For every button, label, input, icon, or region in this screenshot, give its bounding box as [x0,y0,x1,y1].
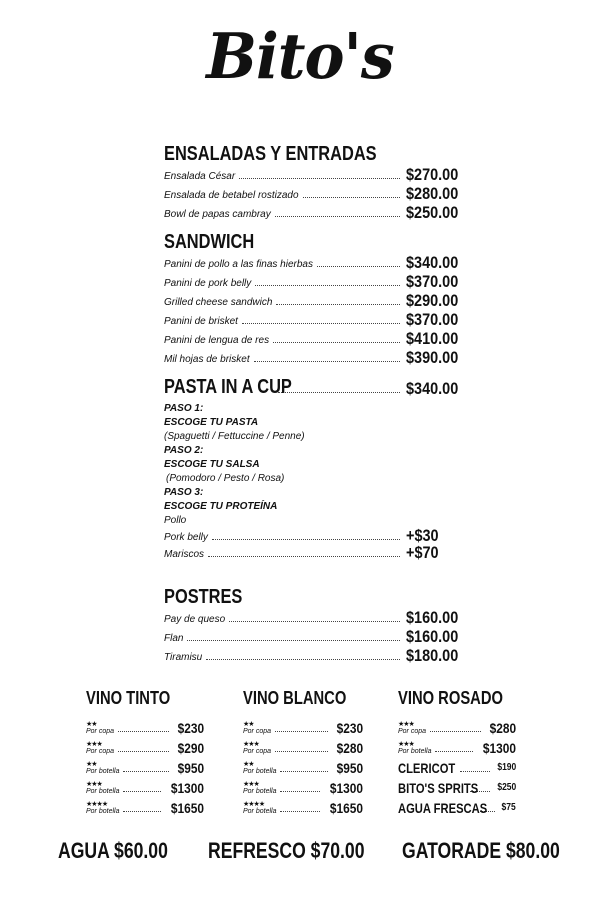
drink-price: $190 [497,762,516,773]
star-rating: ★★★ [86,781,102,788]
star-rating: ★★ [86,761,97,768]
drink-name: CLERICOT [398,760,456,776]
dot-leader [118,751,169,752]
dot-leader [280,811,320,812]
item-name: Bowl de papas cambray [164,209,271,220]
dot-leader [255,285,400,286]
item-price: $410.00 [406,329,459,348]
wine-item [86,715,204,735]
dot-leader [123,811,161,812]
menu-item [164,608,464,627]
dot-leader [276,304,400,305]
wine-item [243,715,363,735]
section-title: PASTA IN A CUP [164,376,292,398]
dot-leader [303,197,400,198]
drink-item [398,775,516,795]
step-label: PASO 3: [164,487,204,498]
serving-size: Por botella [86,808,120,815]
item-name: Panini de brisket [164,316,238,327]
item-price: $280.00 [406,184,459,203]
wine-price: $290 [177,740,204,756]
wine-price: $230 [336,720,363,736]
wine-price: $230 [177,720,204,736]
item-price: $270.00 [406,165,459,184]
star-rating: ★★ [243,721,254,728]
protein-extra [164,545,464,562]
menu-item [164,272,464,291]
drink-name: BITO'S SPRITS [398,780,479,796]
wine-price: $280 [336,740,363,756]
dot-leader [187,640,400,641]
wine-price: $1300 [329,780,363,796]
dot-leader [212,539,400,540]
star-rating: ★★ [243,761,254,768]
protein-base: Pollo [164,515,187,526]
wine-item [398,735,516,755]
step-options: (Pomodoro / Pesto / Rosa) [166,473,285,484]
section-title: VINO BLANCO [243,688,347,708]
dot-leader [206,659,400,660]
step-options: (Spaguetti / Fettuccine / Penne) [164,431,305,442]
star-rating: ★★★ [243,741,259,748]
serving-size: Por copa [86,728,115,735]
dot-leader [254,361,400,362]
serving-size: Por copa [243,748,272,755]
section-title: VINO ROSADO [398,688,503,708]
star-rating: ★★★ [398,741,414,748]
item-price: $390.00 [406,348,459,367]
item-name: Pay de queso [164,614,226,625]
wine-price: $950 [336,760,363,776]
menu-item [164,646,464,665]
item-price: $250.00 [406,203,459,222]
dot-leader [123,791,161,792]
serving-size: Por copa [398,728,427,735]
dot-leader [435,751,473,752]
serving-size: Por botella [243,808,277,815]
wine-item [86,775,204,795]
dot-leader [242,323,400,324]
section-title: SANDWICH [164,231,255,253]
section-ensaladas [164,143,464,222]
dot-leader [280,771,327,772]
menu-item [164,184,464,203]
item-price: +$30 [406,526,439,545]
item-name: Flan [164,633,184,644]
dot-leader [317,266,400,267]
step-label: PASO 2: [164,445,204,456]
drink-price: $250 [497,782,516,793]
dot-leader [273,342,400,343]
item-name: Ensalada de betabel rostizado [164,190,299,201]
star-rating: ★★★★ [243,801,265,808]
serving-size: Por copa [86,748,115,755]
serving-size: Por botella [86,788,120,795]
dot-leader [280,791,320,792]
section-vino-rosado [398,688,516,815]
wine-price: $1300 [482,740,516,756]
wine-price: $1650 [329,800,363,816]
item-price: $370.00 [406,310,459,329]
dot-leader [123,771,168,772]
wine-item [243,735,363,755]
drink-refresco: REFRESCO $70.00 [208,838,365,863]
item-price: $180.00 [406,646,459,665]
dot-leader [278,392,400,393]
item-name: Panini de pork belly [164,278,252,289]
dot-leader [229,621,400,622]
section-postres [164,586,464,665]
dot-leader [460,771,490,772]
section-sandwich [164,231,464,367]
star-rating: ★★★ [398,721,414,728]
drink-item [398,795,516,815]
wine-item [86,795,204,815]
section-vino-tinto [86,688,204,815]
item-price: +$70 [406,543,439,562]
dot-leader [118,731,169,732]
item-price: $340.00 [406,253,459,272]
step-title: ESCOGE TU PASTA [164,417,259,428]
serving-size: Por botella [243,768,277,775]
star-rating: ★★★★ [86,801,108,808]
menu-item [164,291,464,310]
step-title: ESCOGE TU SALSA [164,459,260,470]
drink-item [398,755,516,775]
item-name: Mil hojas de brisket [164,354,250,365]
serving-size: Por botella [86,768,120,775]
item-name: Tiramisu [164,652,203,663]
serving-size: Por botella [398,748,432,755]
section-title: ENSALADAS Y ENTRADAS [164,143,377,165]
drink-name: AGUA FRESCAS [398,800,488,816]
item-price: $370.00 [406,272,459,291]
drink-agua: AGUA $60.00 [58,838,168,863]
wine-price: $950 [177,760,204,776]
wine-item [243,755,363,775]
wine-item [398,715,516,735]
wine-item [243,795,363,815]
item-name: Panini de lengua de res [164,335,270,346]
serving-size: Por botella [243,788,277,795]
dot-leader [275,216,400,217]
dot-leader [275,731,328,732]
item-price: $160.00 [406,627,459,646]
menu-item [164,203,464,222]
menu-item [164,310,464,329]
menu-item [164,253,464,272]
restaurant-logo: Bito's [206,20,394,94]
pasta-price: $340.00 [406,379,459,398]
wine-item [243,775,363,795]
item-name: Mariscos [164,549,205,560]
serving-size: Por copa [243,728,272,735]
star-rating: ★★★ [243,781,259,788]
star-rating: ★★★ [86,741,102,748]
section-vino-blanco [243,688,363,815]
step-label: PASO 1: [164,403,204,414]
dot-leader [275,751,328,752]
dot-leader [208,556,400,557]
menu-item [164,329,464,348]
item-name: Ensalada César [164,171,236,182]
dot-leader [430,731,481,732]
pasta-header [164,376,464,398]
item-price: $160.00 [406,608,459,627]
wine-price: $280 [489,720,516,736]
wine-item [86,735,204,755]
menu-item [164,348,464,367]
item-name: Panini de pollo a las finas hierbas [164,259,313,270]
item-name: Pork belly [164,532,208,543]
step-title: ESCOGE TU PROTEÍNA [164,501,278,512]
wine-price: $1650 [170,800,204,816]
menu-item [164,165,464,184]
wine-price: $1300 [170,780,204,796]
menu-item [164,627,464,646]
star-rating: ★★ [86,721,97,728]
section-title: VINO TINTO [86,688,171,708]
drink-price: $75 [501,802,516,813]
item-name: Grilled cheese sandwich [164,297,273,308]
wine-item [86,755,204,775]
drink-gatorade: GATORADE $80.00 [402,838,560,863]
section-title: POSTRES [164,586,243,608]
dot-leader [239,178,400,179]
item-price: $290.00 [406,291,459,310]
section-pasta [164,376,464,562]
